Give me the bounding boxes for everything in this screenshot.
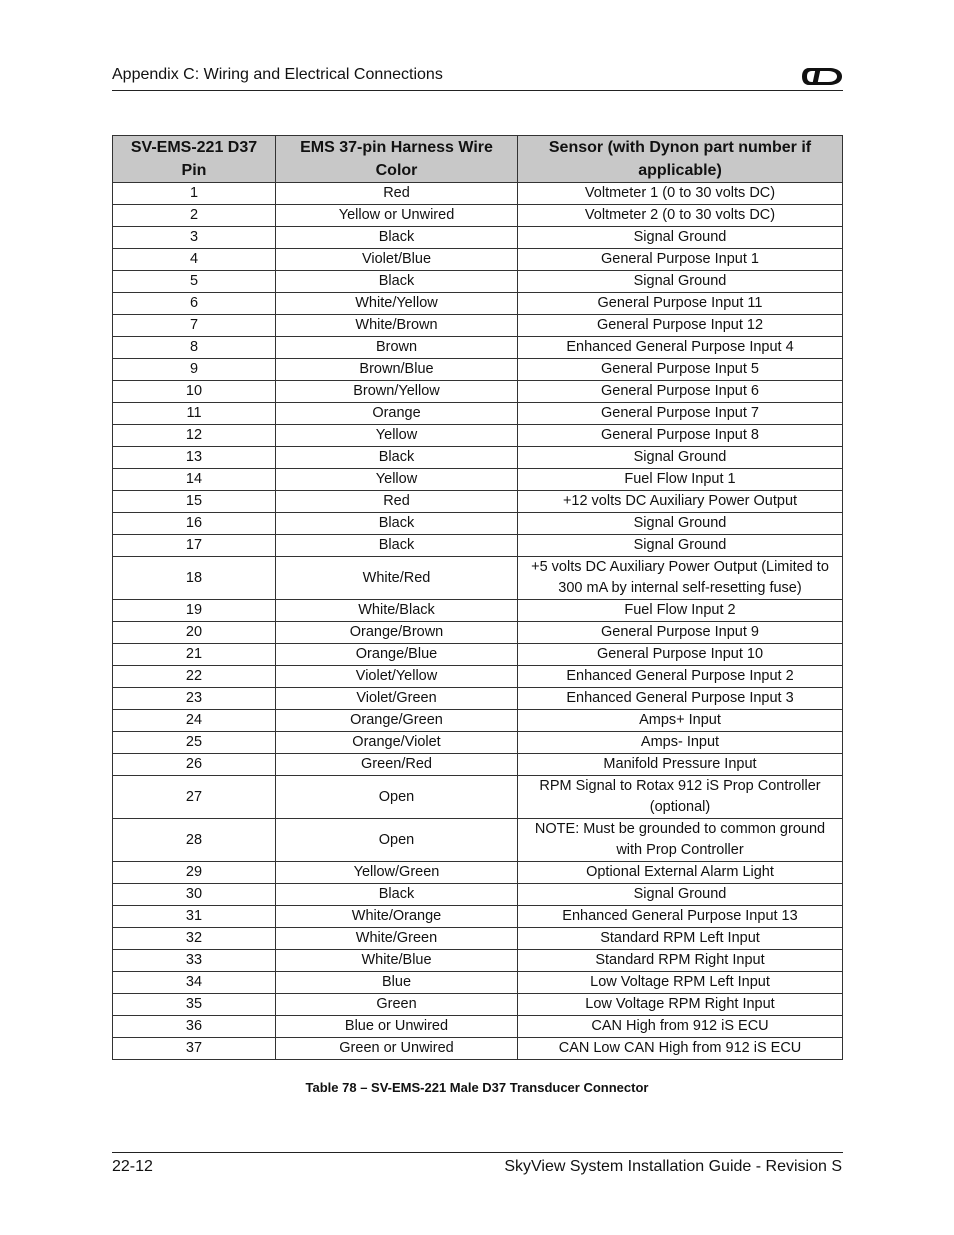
column-header-pin: SV-EMS-221 D37 Pin — [113, 136, 276, 183]
header-divider — [112, 90, 843, 91]
table-row — [113, 884, 843, 906]
table-row — [113, 447, 843, 469]
footer-divider — [112, 1152, 843, 1153]
wire-color-cell: White/Brown — [276, 315, 518, 337]
sensor-cell: Optional External Alarm Light — [518, 862, 843, 884]
sensor-cell: Manifold Pressure Input — [518, 754, 843, 776]
wire-color-cell: Brown/Blue — [276, 359, 518, 381]
pin-cell: 7 — [113, 315, 276, 337]
pin-cell: 23 — [113, 688, 276, 710]
pin-cell: 21 — [113, 644, 276, 666]
table-row — [113, 469, 843, 491]
pin-cell: 16 — [113, 513, 276, 535]
wire-color-cell: Orange/Violet — [276, 732, 518, 754]
sensor-cell: General Purpose Input 7 — [518, 403, 843, 425]
table-row — [113, 1016, 843, 1038]
wire-color-cell: Yellow or Unwired — [276, 205, 518, 227]
sensor-cell: General Purpose Input 1 — [518, 249, 843, 271]
wire-color-cell: Black — [276, 271, 518, 293]
sensor-cell: Fuel Flow Input 2 — [518, 600, 843, 622]
pin-cell: 17 — [113, 535, 276, 557]
pin-cell: 8 — [113, 337, 276, 359]
table-caption: Table 78 – SV-EMS-221 Male D37 Transducer Connector — [305, 1080, 649, 1095]
wire-color-cell: Orange/Blue — [276, 644, 518, 666]
table-row — [113, 557, 843, 600]
table-row — [113, 906, 843, 928]
table-row — [113, 928, 843, 950]
table-row — [113, 688, 843, 710]
table-row — [113, 776, 843, 819]
wire-color-cell: Yellow — [276, 425, 518, 447]
sensor-cell: Signal Ground — [518, 227, 843, 249]
pin-cell: 34 — [113, 972, 276, 994]
sensor-cell: Voltmeter 1 (0 to 30 volts DC) — [518, 183, 843, 205]
table-row — [113, 535, 843, 557]
wire-color-cell: Black — [276, 884, 518, 906]
wire-color-cell: Green/Red — [276, 754, 518, 776]
sensor-cell: NOTE: Must be grounded to common ground with Prop Controller — [518, 819, 843, 862]
pin-cell: 27 — [113, 776, 276, 819]
wire-color-cell: Red — [276, 183, 518, 205]
pin-cell: 4 — [113, 249, 276, 271]
table-row — [113, 754, 843, 776]
pin-cell: 24 — [113, 710, 276, 732]
table-row — [113, 819, 843, 862]
table-row — [113, 972, 843, 994]
wire-color-cell: White/Black — [276, 600, 518, 622]
sensor-cell: Signal Ground — [518, 447, 843, 469]
pin-cell: 28 — [113, 819, 276, 862]
pin-cell: 35 — [113, 994, 276, 1016]
table-row — [113, 205, 843, 227]
pin-cell: 26 — [113, 754, 276, 776]
table-row — [113, 381, 843, 403]
wire-color-cell: White/Red — [276, 557, 518, 600]
wire-color-cell: Black — [276, 227, 518, 249]
sensor-cell: General Purpose Input 10 — [518, 644, 843, 666]
table-row — [113, 862, 843, 884]
wire-color-cell: Violet/Blue — [276, 249, 518, 271]
sensor-cell: General Purpose Input 11 — [518, 293, 843, 315]
table-row — [113, 600, 843, 622]
sensor-cell: Standard RPM Left Input — [518, 928, 843, 950]
page-number: 22-12 — [112, 1158, 153, 1175]
column-header-sensor: Sensor (with Dynon part number if applicable) — [518, 136, 843, 183]
sensor-cell: Amps+ Input — [518, 710, 843, 732]
dynon-logo-icon — [801, 67, 843, 86]
table-row — [113, 183, 843, 205]
pin-cell: 37 — [113, 1038, 276, 1060]
page-header-title: Appendix C: Wiring and Electrical Connections — [112, 66, 443, 83]
wire-color-cell: Violet/Yellow — [276, 666, 518, 688]
wire-color-cell: Open — [276, 776, 518, 819]
wire-color-cell: Brown/Yellow — [276, 381, 518, 403]
table-row — [113, 622, 843, 644]
pin-cell: 29 — [113, 862, 276, 884]
table-header-row — [113, 136, 843, 183]
wire-color-cell: Orange/Green — [276, 710, 518, 732]
sensor-cell: Enhanced General Purpose Input 3 — [518, 688, 843, 710]
table-row — [113, 403, 843, 425]
sensor-cell: Enhanced General Purpose Input 4 — [518, 337, 843, 359]
wire-color-cell: Orange/Brown — [276, 622, 518, 644]
wire-color-cell: Blue — [276, 972, 518, 994]
sensor-cell: General Purpose Input 8 — [518, 425, 843, 447]
table-row — [113, 644, 843, 666]
sensor-cell: Enhanced General Purpose Input 13 — [518, 906, 843, 928]
table-row — [113, 337, 843, 359]
pin-cell: 3 — [113, 227, 276, 249]
pin-cell: 11 — [113, 403, 276, 425]
sensor-cell: Low Voltage RPM Right Input — [518, 994, 843, 1016]
table-body — [113, 183, 843, 1060]
table-row — [113, 710, 843, 732]
table-row — [113, 315, 843, 337]
wire-color-cell: Black — [276, 513, 518, 535]
sensor-cell: +12 volts DC Auxiliary Power Output — [518, 491, 843, 513]
pin-cell: 12 — [113, 425, 276, 447]
sensor-cell: General Purpose Input 12 — [518, 315, 843, 337]
wire-color-cell: Yellow/Green — [276, 862, 518, 884]
sensor-cell: General Purpose Input 9 — [518, 622, 843, 644]
pin-cell: 1 — [113, 183, 276, 205]
wire-color-cell: White/Yellow — [276, 293, 518, 315]
sensor-cell: Signal Ground — [518, 513, 843, 535]
pin-cell: 33 — [113, 950, 276, 972]
sensor-cell: Enhanced General Purpose Input 2 — [518, 666, 843, 688]
pin-cell: 9 — [113, 359, 276, 381]
sensor-cell: Low Voltage RPM Left Input — [518, 972, 843, 994]
wire-color-cell: Green — [276, 994, 518, 1016]
pin-cell: 6 — [113, 293, 276, 315]
wire-color-cell: Black — [276, 535, 518, 557]
pinout-table — [112, 135, 843, 1060]
sensor-cell: Standard RPM Right Input — [518, 950, 843, 972]
wire-color-cell: White/Blue — [276, 950, 518, 972]
pin-cell: 5 — [113, 271, 276, 293]
sensor-cell: General Purpose Input 5 — [518, 359, 843, 381]
table-row — [113, 359, 843, 381]
wire-color-cell: Orange — [276, 403, 518, 425]
table-row — [113, 994, 843, 1016]
pin-cell: 18 — [113, 557, 276, 600]
wire-color-cell: Black — [276, 447, 518, 469]
table-row — [113, 249, 843, 271]
wire-color-cell: Brown — [276, 337, 518, 359]
wire-color-cell: Blue or Unwired — [276, 1016, 518, 1038]
sensor-cell: Signal Ground — [518, 535, 843, 557]
wire-color-cell: Green or Unwired — [276, 1038, 518, 1060]
column-header-wire-color: EMS 37-pin Harness Wire Color — [276, 136, 518, 183]
table-row — [113, 227, 843, 249]
table-row — [113, 491, 843, 513]
table-row — [113, 732, 843, 754]
sensor-cell: +5 volts DC Auxiliary Power Output (Limited to 300 mA by internal self-resetting fuse) — [518, 557, 843, 600]
table-row — [113, 425, 843, 447]
wire-color-cell: Yellow — [276, 469, 518, 491]
pin-cell: 15 — [113, 491, 276, 513]
sensor-cell: CAN High from 912 iS ECU — [518, 1016, 843, 1038]
pin-cell: 30 — [113, 884, 276, 906]
sensor-cell: General Purpose Input 6 — [518, 381, 843, 403]
wire-color-cell: Red — [276, 491, 518, 513]
table-row — [113, 666, 843, 688]
pin-cell: 13 — [113, 447, 276, 469]
sensor-cell: RPM Signal to Rotax 912 iS Prop Controller (optional) — [518, 776, 843, 819]
sensor-cell: Signal Ground — [518, 271, 843, 293]
table-row — [113, 293, 843, 315]
document-title: SkyView System Installation Guide - Revision S — [504, 1158, 842, 1175]
table-row — [113, 950, 843, 972]
pin-cell: 32 — [113, 928, 276, 950]
pin-cell: 20 — [113, 622, 276, 644]
wire-color-cell: White/Orange — [276, 906, 518, 928]
sensor-cell: Amps- Input — [518, 732, 843, 754]
sensor-cell: Fuel Flow Input 1 — [518, 469, 843, 491]
table-row — [113, 513, 843, 535]
pin-cell: 14 — [113, 469, 276, 491]
sensor-cell: Voltmeter 2 (0 to 30 volts DC) — [518, 205, 843, 227]
wire-color-cell: White/Green — [276, 928, 518, 950]
pin-cell: 22 — [113, 666, 276, 688]
wire-color-cell: Open — [276, 819, 518, 862]
wire-color-cell: Violet/Green — [276, 688, 518, 710]
table-row — [113, 271, 843, 293]
pin-cell: 10 — [113, 381, 276, 403]
pin-cell: 19 — [113, 600, 276, 622]
table-row — [113, 1038, 843, 1060]
pin-cell: 36 — [113, 1016, 276, 1038]
pin-cell: 31 — [113, 906, 276, 928]
pin-cell: 25 — [113, 732, 276, 754]
sensor-cell: Signal Ground — [518, 884, 843, 906]
sensor-cell: CAN Low CAN High from 912 iS ECU — [518, 1038, 843, 1060]
pin-cell: 2 — [113, 205, 276, 227]
